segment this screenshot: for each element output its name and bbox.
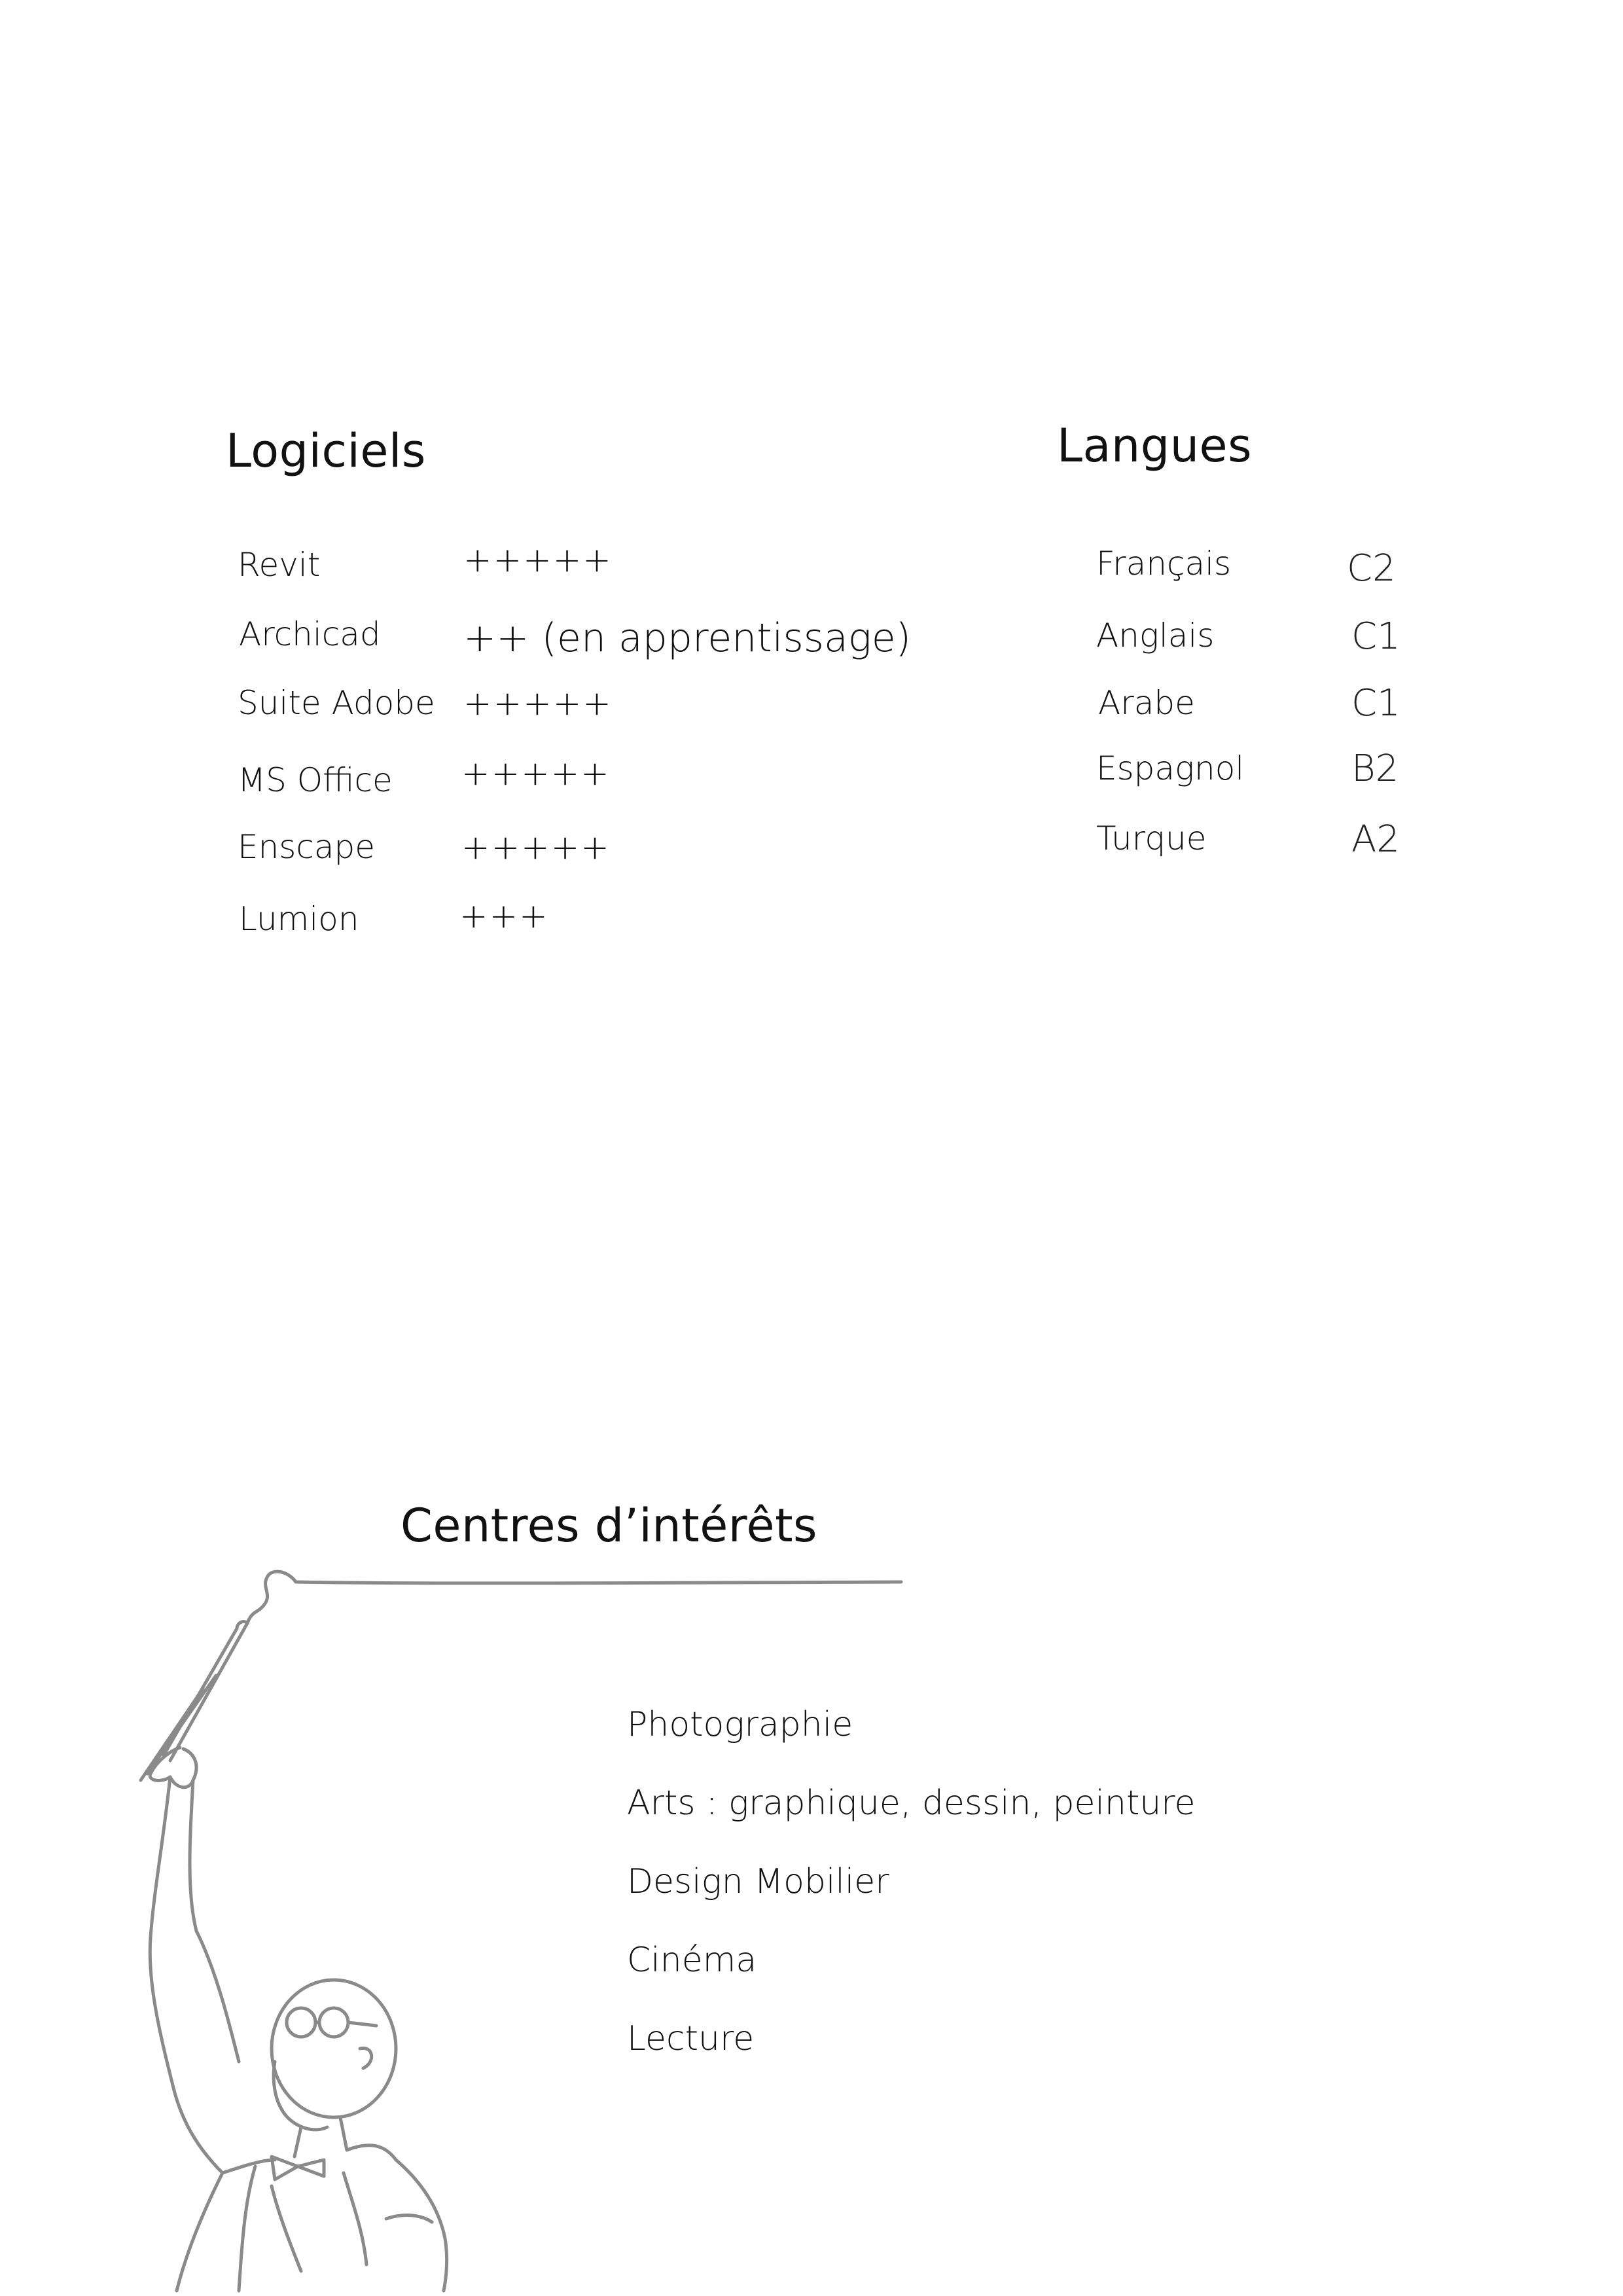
software-level-archicad: ++ (en apprentissage): [463, 615, 912, 661]
painter-sketch-illustration: [124, 1564, 910, 2296]
interest-item-lecture: Lecture: [627, 2019, 755, 2058]
language-level-espagnol: B2: [1351, 747, 1399, 790]
software-name-revit: Revit: [238, 546, 321, 584]
software-name-ms-office: MS Office: [238, 761, 393, 799]
interest-item-arts: Arts : graphique, dessin, peinture: [627, 1784, 1196, 1823]
language-level-turque: A2: [1351, 818, 1400, 861]
software-level-enscape: +++++: [461, 828, 611, 867]
brush-underline-stroke: [296, 1582, 901, 1583]
interest-item-design-mobilier: Design Mobilier: [627, 1862, 889, 1901]
language-name-anglais: Anglais: [1096, 617, 1215, 655]
interest-item-cinema: Cinéma: [627, 1941, 757, 1980]
software-heading: Logiciels: [226, 424, 426, 478]
interests-heading: Centres d’intérêts: [401, 1499, 818, 1552]
languages-heading: Langues: [1057, 419, 1253, 473]
software-name-archicad: Archicad: [239, 615, 381, 653]
interest-item-photographie: Photographie: [627, 1705, 853, 1744]
software-name-suite-adobe: Suite Adobe: [238, 684, 435, 722]
language-level-francais: C2: [1347, 547, 1396, 590]
software-level-suite-adobe: +++++: [463, 684, 613, 723]
software-level-lumion: +++: [459, 897, 549, 936]
brush-tip-icon: [247, 1571, 296, 1623]
language-name-francais: Français: [1096, 545, 1232, 583]
language-name-turque: Turque: [1096, 819, 1207, 857]
software-level-ms-office: +++++: [461, 754, 611, 793]
software-name-lumion: Lumion: [239, 900, 359, 938]
language-level-arabe: C1: [1351, 682, 1400, 725]
language-name-espagnol: Espagnol: [1096, 749, 1245, 787]
language-level-anglais: C1: [1351, 615, 1400, 658]
software-level-revit: +++++: [463, 541, 613, 580]
software-name-enscape: Enscape: [238, 828, 375, 866]
language-name-arabe: Arabe: [1098, 684, 1195, 722]
